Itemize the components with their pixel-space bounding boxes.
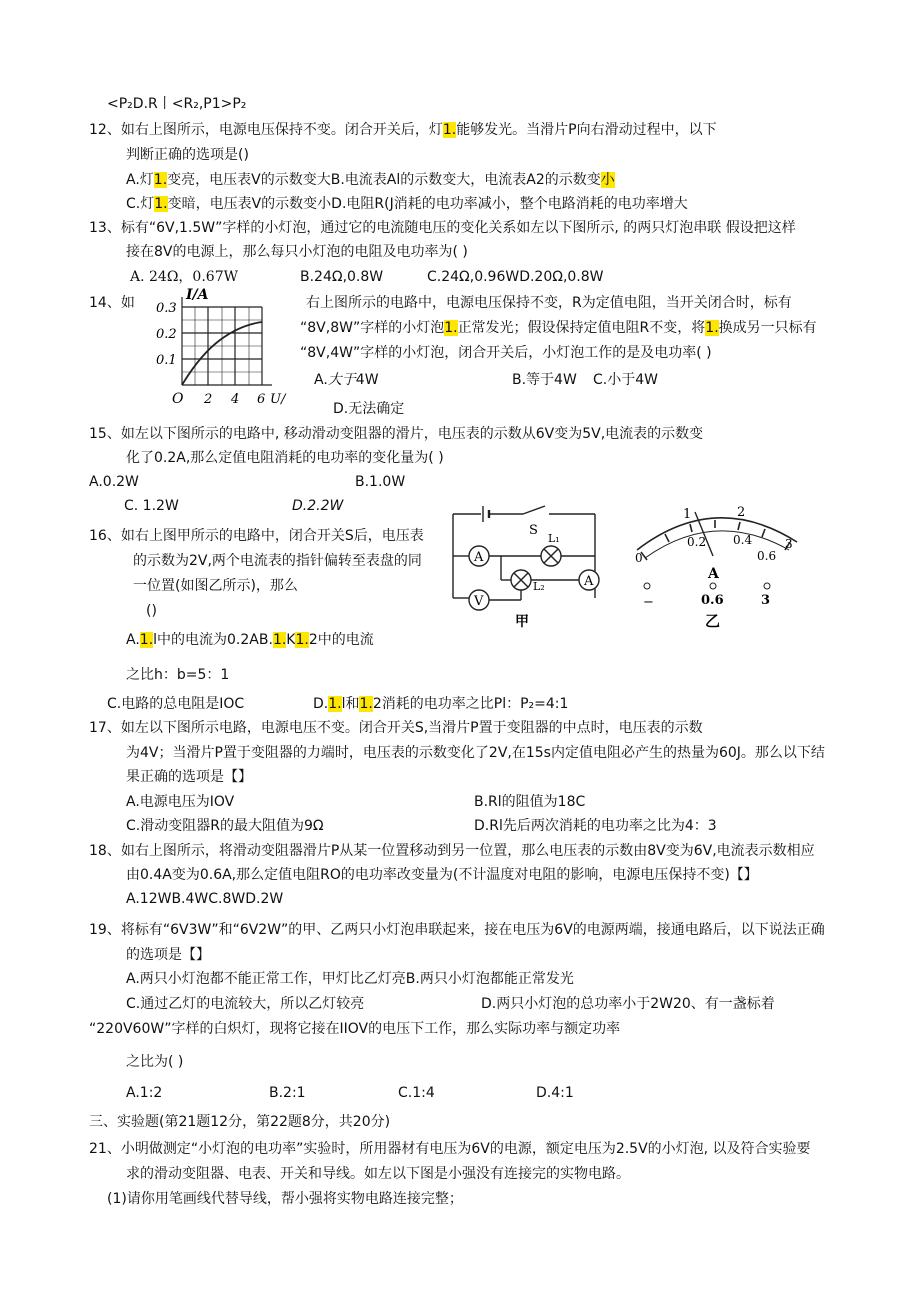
q16-stem2: 的示数为2V,两个电流表的指针偏转至表盘的同 <box>133 553 422 569</box>
q17-option-a: A.电源电压为IOV <box>126 794 235 810</box>
q18-stem2: 由0.4A变为0.6A,那么定值电阻RO的电功率改变量为(不计温度对电阻的影响，电源电压保持不变)【】 <box>126 867 758 883</box>
q17-option-d: D.Rl先后两次消耗的电功率之比为4：3 <box>474 818 717 834</box>
q19-option-d: D.两只小灯泡的总功率小于2W20、有一盏标着 <box>481 996 775 1012</box>
circuit-l1-label: L₁ <box>548 532 560 545</box>
graph-xtick: 6 <box>257 392 266 407</box>
q14-num: 14、如 <box>89 295 135 311</box>
terminal-label: 0.6 <box>701 593 724 608</box>
q14-line1: 右上图所示的电路中，电源电压保持不变，R为定值电阻，当开关闭合时，标有 <box>306 295 792 311</box>
q16-stem: 16、如右上图甲所示的电路中，闭合开关S后，电压表 <box>89 528 424 544</box>
q17-option-c: C.滑动变阻器R的最大阻值为9Ω <box>126 818 324 834</box>
graph-xtick: 4 <box>231 392 240 407</box>
q21-part1: (1)请你用笔画线代替导线，帮小强将实物电路连接完整； <box>107 1191 463 1207</box>
dial-unit: A <box>708 566 719 582</box>
terminal-label: 3 <box>761 593 771 608</box>
circuit-l2-label: L₂ <box>533 580 545 593</box>
q17-stem: 17、如左以下图所示电路，电源电压不变。闭合开关S,当滑片P置于变阻器的中点时，电压表的示数 <box>89 720 703 736</box>
q14-option-d: D.无法确定 <box>333 401 405 417</box>
q20-option-b: B.2:1 <box>269 1085 306 1101</box>
graph-xlabel: U/ <box>270 392 286 407</box>
q16-stem4: () <box>146 603 157 619</box>
circuit-caption: 甲 <box>515 614 529 630</box>
graph-ylabel: I/A <box>186 287 209 303</box>
q18-options: A.12WB.4WC.8WD.2W <box>126 891 284 907</box>
graph-ytick: 0.3 <box>156 301 177 316</box>
top-fragment: <P₂D.R丨<R₂,P1>P₂ <box>107 96 247 112</box>
ammeter-2-label: A <box>584 574 594 589</box>
graph-xtick: O <box>172 391 184 407</box>
q15-stem2: 化了0.2A,那么定值电阻消耗的电功率的变化量为( ) <box>126 450 444 466</box>
q15-option-d: D.2.2W <box>292 498 344 514</box>
graph-ytick: 0.2 <box>156 327 177 342</box>
graph-xtick: 2 <box>204 392 213 407</box>
q21-stem: 21、小明做测定“小灯泡的电功率”实验时，所用器材有电压为6V的电源，额定电压为2.5V的小灯泡, 以及符合实验要 <box>89 1141 811 1157</box>
q17-stem2: 为4V；当滑片P置于变阻器的力端时，电压表的示数变化了2V,在15s内定值电阻必产生的热量为60J。那么以下结 <box>126 745 825 761</box>
q20-stem2: 之比为( ) <box>126 1054 184 1070</box>
q12-option-ab: A.灯1.变亮，电压表V的示数变大B.电流表Al的示数变大，电流表A2的示数变小 <box>126 172 615 188</box>
ammeter-dial <box>625 498 810 633</box>
dial-caption: 乙 <box>705 612 721 630</box>
q19-stem2: 的选项是【】 <box>126 947 210 963</box>
q16-option-ab-cont: 之比h：b=5：1 <box>126 667 230 683</box>
q19-stem: 19、将标有“6V3W”和“6V2W”的甲、乙两只小灯泡串联起来，接在电压为6V的电源两端，接通电路后，以下说法正确 <box>89 922 825 938</box>
iu-graph <box>150 285 300 415</box>
q12-stem2: 判断正确的选项是() <box>126 147 249 163</box>
circuit-switch-label: S <box>529 523 538 538</box>
dial-tick: 0.6 <box>757 549 777 563</box>
q13-option-a: A. 24Ω，0.67W <box>130 269 238 285</box>
q20-option-a: A.1:2 <box>126 1085 163 1101</box>
graph-ytick: 0.1 <box>156 353 177 368</box>
q21-stem2: 求的滑动变阻器、电表、开关和导线。如左以下图是小强没有连接完的实物电路。 <box>126 1166 630 1182</box>
q14-option-c: C.小于4W <box>593 372 658 388</box>
q20-stem: “220V60W”字样的白炽灯，现将它接在IIOV的电压下工作，那么实际功率与额定功率 <box>89 1021 621 1037</box>
q13-option-b: B.24Ω,0.8W <box>300 269 384 285</box>
terminal-label: − <box>643 595 654 610</box>
q20-option-c: C.1:4 <box>398 1085 435 1101</box>
ammeter-1-label: A <box>474 550 484 565</box>
q17-stem3: 果正确的选项是【】 <box>126 769 252 785</box>
q14-option-b: B.等于4W <box>512 372 577 388</box>
q19-option-ab: A.两只小灯泡都不能正常工作，甲灯比乙灯亮B.两只小灯泡都能正常发光 <box>126 971 574 987</box>
q13-stem2: 接在8V的电源上，那么每只小灯泡的电阻及电功率为( ) <box>126 244 468 260</box>
highlight: 1. <box>442 122 457 138</box>
q14-line2: “8V,8W”字样的小灯泡1.正常发光；假设保持定值电阻R不变，将1.换成另一只标有 <box>300 320 817 336</box>
dial-tick: 2 <box>737 505 746 520</box>
dial-tick: 3 <box>785 537 793 551</box>
q15-option-b: B.1.0W <box>355 474 406 490</box>
circuit-diagram <box>445 500 615 630</box>
dial-tick: 0.4 <box>733 533 753 547</box>
q12-option-cd: C.灯1.变暗，电压表V的示数变小D.电阻R(J消耗的电功率减小，整个电路消耗的电功率增大 <box>126 196 688 212</box>
dial-tick: 0.2 <box>687 535 707 549</box>
q17-option-b: B.Rl的阻值为18C <box>474 794 586 810</box>
q16-option-ab: A.1.l中的电流为0.2AB.1.K1.2中的电流 <box>126 632 374 648</box>
q15-option-c: C. 1.2W <box>124 498 179 514</box>
q19-option-c: C.通过乙灯的电流较大，所以乙灯较亮 <box>126 996 365 1012</box>
q14-option-a: A.大于4W <box>314 372 379 388</box>
dial-tick: 1 <box>683 507 692 522</box>
q20-option-d: D.4:1 <box>536 1085 574 1101</box>
q15-option-a: A.0.2W <box>89 474 139 490</box>
voltmeter-label: V <box>474 594 484 609</box>
q15-stem: 15、如左以下图所示的电路中, 移动滑动变阻器的滑片，电压表的示数从6V变为5V,电流表的示数变 <box>89 426 704 442</box>
q16-stem3: 一位置(如图乙所示)，那么 <box>133 578 298 594</box>
q16-option-c: C.电路的总电阻是IOC <box>107 696 245 712</box>
dial-tick: 0 <box>635 551 643 565</box>
q18-stem: 18、如右上图所示，将滑动变阻器滑片P从某一位置移动到另一位置，那么电压表的示数由8V变为6V,电流表示数相应 <box>89 843 815 859</box>
q16-option-d: D.1.l和1.2消耗的电功率之比Pl：P₂=4:1 <box>313 696 569 712</box>
q14-line3: “8V,4W”字样的小灯泡，闭合开关后，小灯泡工作的是及电功率( ) <box>300 345 712 361</box>
q13-option-cd: C.24Ω,0.96WD.20Ω,0.8W <box>427 269 604 285</box>
section-title: 三、实验题(第21题12分，第22题8分，共20分) <box>89 1114 391 1130</box>
q13-stem: 13、标有“6V,1.5W”字样的小灯泡，通过它的电流随电压的变化关系如左以下图所示, 的两只灯泡串联 假设把这样 <box>89 220 796 236</box>
q12-stem: 12、如右上图所示，电源电压保持不变。闭合开关后，灯1.能够发光。当滑片P向右滑动过程中，以下 <box>89 122 717 138</box>
